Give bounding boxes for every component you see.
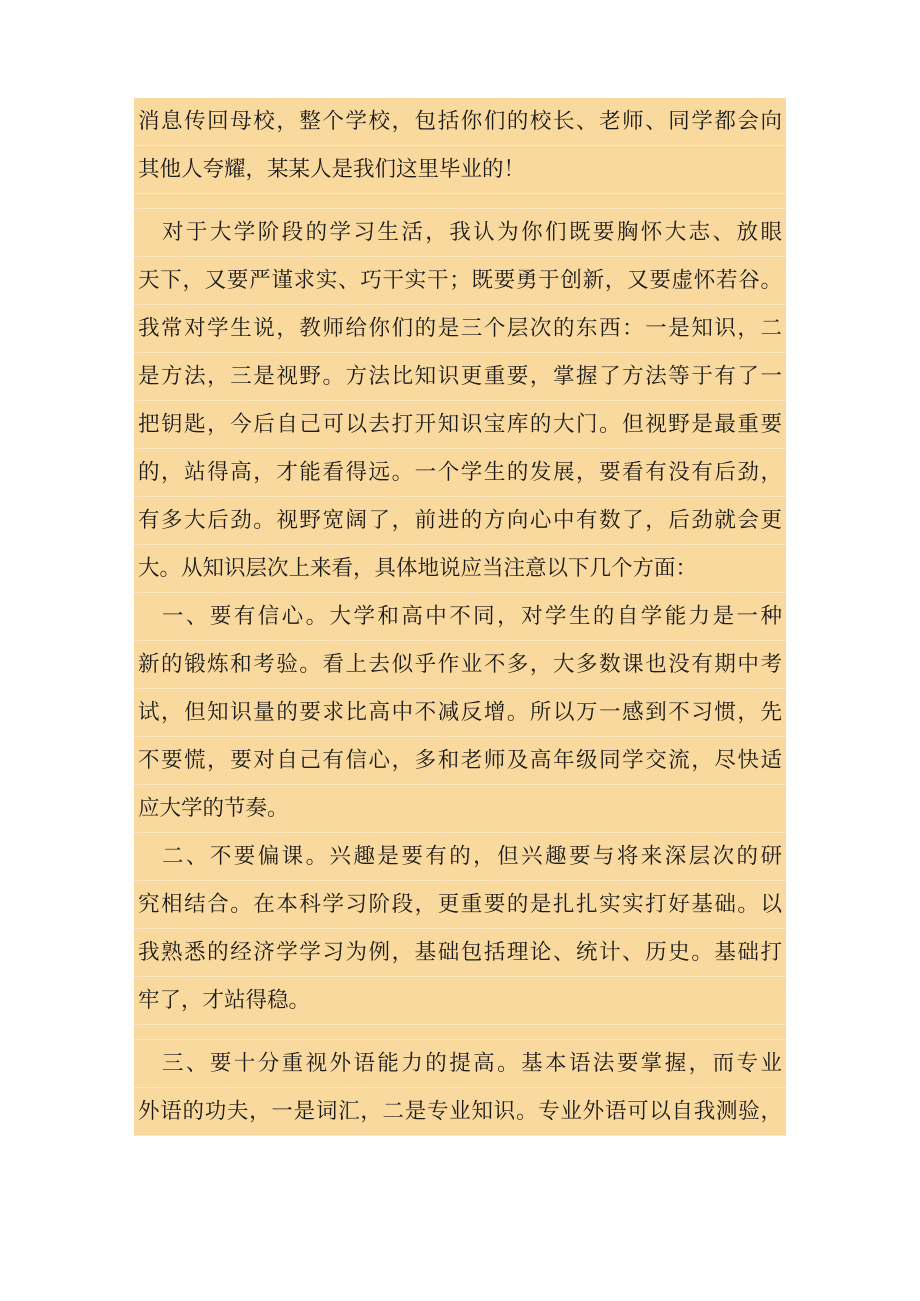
paragraph-2: [134, 209, 786, 593]
text-line: 我常对学生说，教师给你们的是三个层次的东西：一是知识，二: [134, 305, 786, 353]
text-line: 有多大后劲。视野宽阔了，前进的方向心中有数了，后劲就会更: [134, 497, 786, 545]
text-line: 是方法，三是视野。方法比知识更重要，掌握了方法等于有了一: [134, 353, 786, 401]
text-line: 究相结合。在本科学习阶段，更重要的是扎扎实实打好基础。以: [134, 881, 786, 929]
text-line: 应大学的节奏。: [134, 785, 786, 833]
document-text-block: [134, 98, 786, 1136]
text-line: 三、要十分重视外语能力的提高。基本语法要掌握，而专业: [134, 1040, 786, 1088]
text-line: 试，但知识量的要求比高中不减反增。所以万一感到不习惯，先: [134, 689, 786, 737]
text-line: 消息传回母校，整个学校，包括你们的校长、老师、同学都会向: [134, 98, 786, 146]
text-line: 的，站得高，才能看得远。一个学生的发展，要看有没有后劲，: [134, 449, 786, 497]
text-line: 外语的功夫，一是词汇，二是专业知识。专业外语可以自我测验，: [134, 1088, 786, 1136]
text-line: 其他人夸耀，某某人是我们这里毕业的！: [134, 146, 786, 194]
text-line: 把钥匙，今后自己可以去打开知识宝库的大门。但视野是最重要: [134, 401, 786, 449]
text-line: 天下，又要严谨求实、巧干实干；既要勇于创新，又要虚怀若谷。: [134, 257, 786, 305]
paragraph-1: [134, 98, 786, 194]
text-line: 二、不要偏课。兴趣是要有的，但兴趣要与将来深层次的研: [134, 833, 786, 881]
paragraph-spacer: [134, 1025, 786, 1040]
text-line: 我熟悉的经济学学习为例，基础包括理论、统计、历史。基础打: [134, 929, 786, 977]
text-line: 牢了，才站得稳。: [134, 977, 786, 1025]
paragraph-4: [134, 833, 786, 1025]
text-line: 一、要有信心。大学和高中不同，对学生的自学能力是一种: [134, 593, 786, 641]
text-line: 大。从知识层次上来看，具体地说应当注意以下几个方面：: [134, 545, 786, 593]
paragraph-5: [134, 1040, 786, 1136]
text-line: 对于大学阶段的学习生活，我认为你们既要胸怀大志、放眼: [134, 209, 786, 257]
text-line: 不要慌，要对自己有信心，多和老师及高年级同学交流，尽快适: [134, 737, 786, 785]
text-line: 新的锻炼和考验。看上去似乎作业不多，大多数课也没有期中考: [134, 641, 786, 689]
paragraph-3: [134, 593, 786, 833]
paragraph-spacer: [134, 194, 786, 209]
